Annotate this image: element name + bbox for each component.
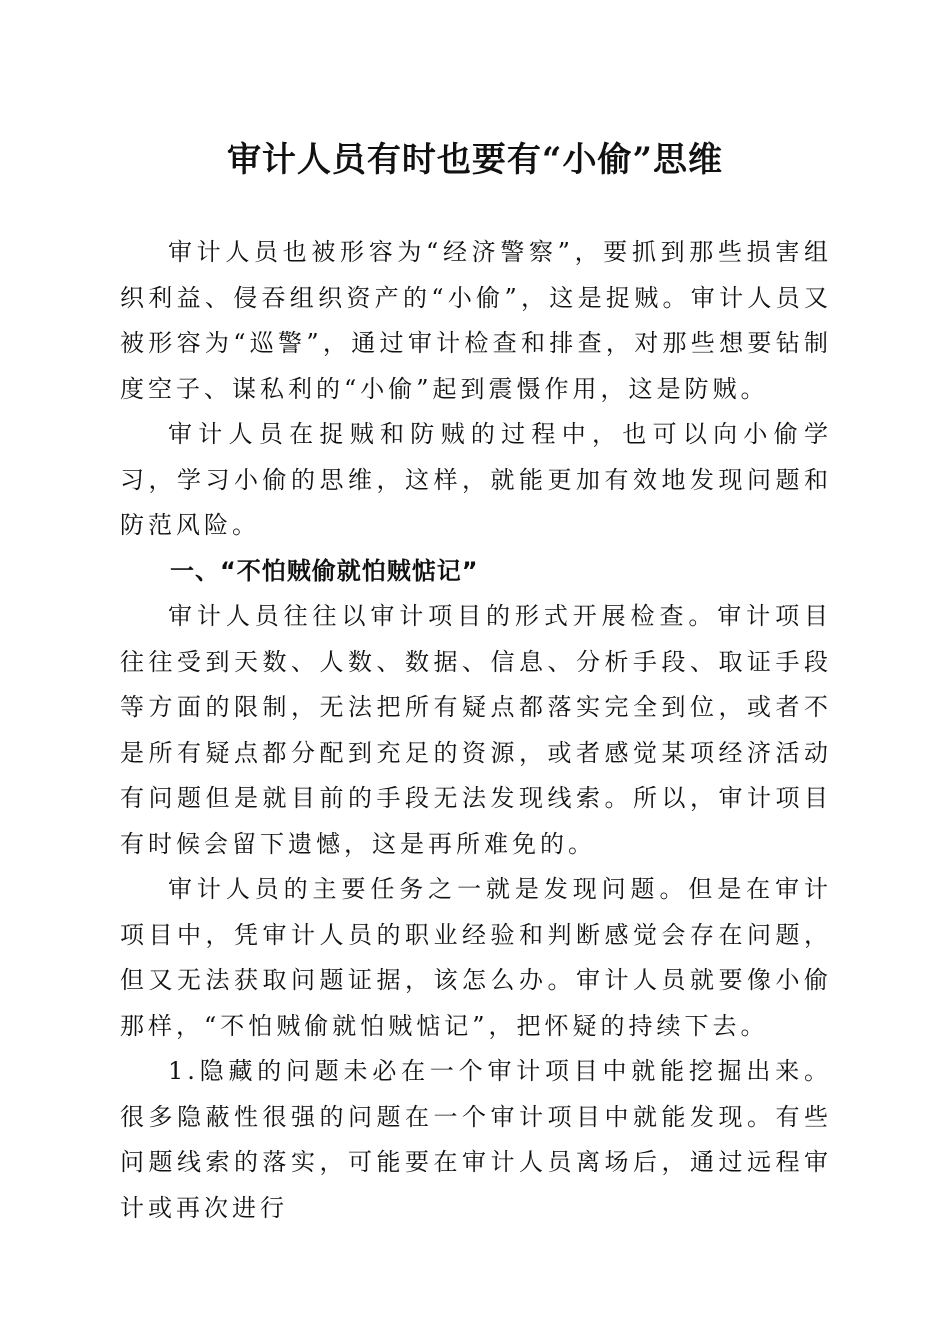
document-title: 审计人员有时也要有“小偷”思维 [226,140,724,180]
body-paragraph: 审计人员的主要任务之一就是发现问题。但是在审计项目中，凭审计人员的职业经验和判断感觉会存在问题，但又无法获取问题证据，该怎么办。审计人员就要像小偷那样，“不怕贼偷就怕贼惦记”，把怀疑的持续下去。 [120,875,832,1040]
body-paragraph: 审计人员在捉贼和防贼的过程中，也可以向小偷学习，学习小偷的思维，这样，就能更加有效地发现问题和防范风险。 [120,420,832,539]
section-heading: 一、“不怕贼偷就怕贼惦记” [170,556,479,585]
document-body [120,230,832,1231]
body-paragraph: 审计人员也被形容为“经济警察”，要抓到那些损害组织利益、侵吞组织资产的“小偷”，这是捉贼。审计人员又被形容为“巡警”，通过审计检查和排查，对那些想要钻制度空子、谋私利的“小偷”起到震慑作用，这是防贼。 [120,238,832,403]
body-paragraph: 审计人员往往以审计项目的形式开展检查。审计项目往往受到天数、人数、数据、信息、分析手段、取证手段等方面的限制，无法把所有疑点都落实完全到位，或者不是所有疑点都分配到充足的资源，或者感觉某项经济活动有问题但是就目前的手段无法发现线索。所以，审计项目有时候会留下遗憾，这是再所难免的。 [120,602,832,858]
body-paragraph: 1.隐藏的问题未必在一个审计项目中就能挖掘出来。很多隐蔽性很强的问题在一个审计项目中就能发现。有些问题线索的落实，可能要在审计人员离场后，通过远程审计或再次进行 [120,1057,832,1222]
